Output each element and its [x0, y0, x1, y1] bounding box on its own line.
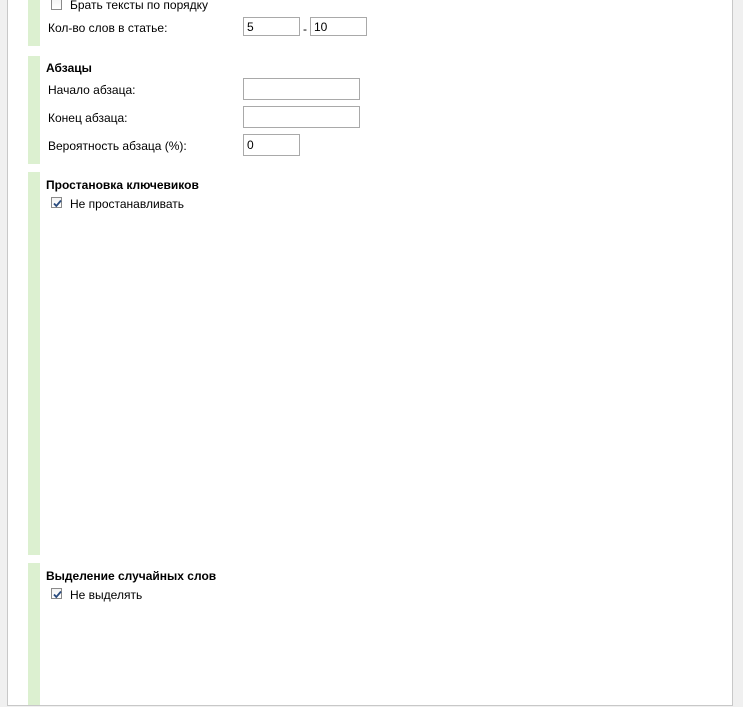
word-count-separator: - — [303, 22, 307, 36]
no-keywords-label: Не простанавливать — [70, 197, 185, 211]
section-bar — [28, 563, 40, 706]
paragraph-start-label: Начало абзаца: — [48, 83, 136, 97]
no-highlight-label: Не выделять — [70, 588, 143, 602]
random-words-title: Выделение случайных слов — [46, 569, 217, 583]
keywords-title: Простановка ключевиков — [46, 178, 199, 192]
no-keywords-checkbox[interactable] — [51, 197, 62, 208]
paragraph-probability-input[interactable] — [243, 134, 300, 156]
paragraph-probability-label: Вероятность абзаца (%): — [48, 139, 187, 153]
paragraphs-title: Абзацы — [46, 61, 92, 75]
paragraphs-section — [28, 56, 728, 164]
checkmark-icon — [52, 198, 63, 209]
settings-panel — [7, 0, 733, 706]
section-bar — [28, 172, 40, 555]
word-count-max-input[interactable] — [310, 17, 367, 36]
paragraph-start-input[interactable] — [243, 78, 360, 100]
word-count-min-input[interactable] — [243, 17, 300, 36]
order-checkbox[interactable] — [51, 0, 62, 10]
word-count-label: Кол-во слов в статье: — [48, 21, 168, 35]
checkmark-icon — [52, 589, 63, 600]
no-highlight-checkbox[interactable] — [51, 588, 62, 599]
random-words-section — [28, 563, 728, 706]
paragraph-end-label: Конец абзаца: — [48, 111, 128, 125]
order-checkbox-label: Брать тексты по порядку — [70, 0, 209, 12]
section-bar — [28, 0, 40, 46]
paragraph-end-input[interactable] — [243, 106, 360, 128]
texts-section — [28, 0, 728, 46]
section-bar — [28, 56, 40, 164]
keywords-section — [28, 172, 728, 555]
